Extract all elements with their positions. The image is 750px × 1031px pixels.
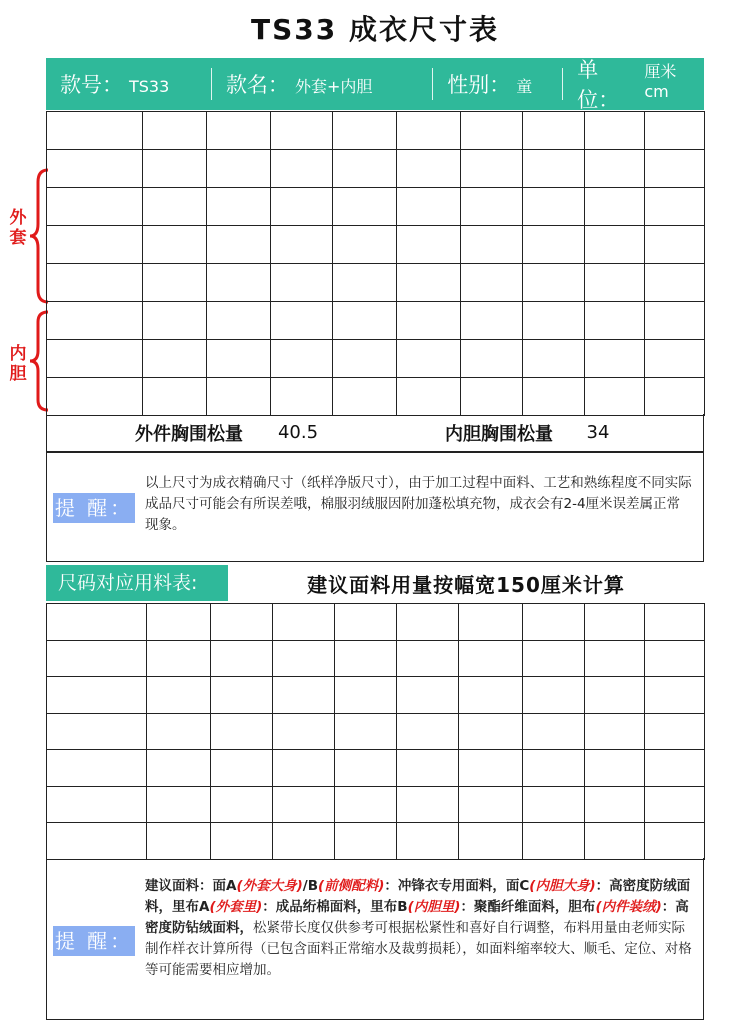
size-cell	[585, 302, 645, 340]
fabric-cell	[211, 823, 273, 860]
fabric-cell	[459, 604, 523, 641]
tip-box-2	[46, 858, 704, 1020]
size-cell	[333, 112, 397, 150]
size-cell	[523, 302, 585, 340]
size-cell	[143, 302, 207, 340]
fabric-cell	[273, 640, 335, 677]
size-cell	[645, 378, 705, 416]
fabric-row-label	[47, 750, 147, 787]
fabric-cell	[459, 786, 523, 823]
tip-text-2	[145, 876, 695, 981]
fabric-cell	[273, 823, 335, 860]
size-cell	[461, 226, 523, 264]
size-cell	[333, 150, 397, 188]
fabric-cell	[147, 750, 211, 787]
fabric-cell	[147, 677, 211, 714]
tip-text-1: 以上尺寸为成衣精确尺寸（纸样净版尺寸），由于加工过程中面料、工艺和熟练程度不同实际成品尺寸可能会有所误差哦，棉服羽绒服因附加蓬松填充物，成衣会有2-4厘米误差属正常现象。	[145, 475, 692, 533]
fabric-row-label	[47, 713, 147, 750]
tip2-highlight: (内件装绒)	[595, 899, 662, 915]
fabric-usage-subtitle: 建议面料用量按幅宽150厘米计算	[307, 572, 625, 597]
size-cell	[461, 340, 523, 378]
fabric-cell	[273, 786, 335, 823]
size-cell	[207, 378, 271, 416]
size-cell	[461, 188, 523, 226]
fabric-cell	[645, 677, 705, 714]
size-cell	[645, 302, 705, 340]
fabric-cell	[335, 786, 397, 823]
size-cell	[333, 378, 397, 416]
size-cell	[645, 112, 705, 150]
tip-label-2: 提 醒：	[53, 926, 135, 956]
tip2-part: /B	[302, 878, 319, 894]
fabric-cell	[645, 750, 705, 787]
size-cell	[143, 226, 207, 264]
outer-ease-label: 外件胸围松量	[135, 423, 243, 445]
fabric-cell	[523, 713, 585, 750]
tip2-part: 建议面料：面A	[145, 878, 237, 894]
fabric-cell	[523, 786, 585, 823]
fabric-table	[46, 603, 705, 860]
size-cell	[207, 150, 271, 188]
unit-value: 厘米 cm	[644, 62, 677, 101]
unit-key: 单位：	[577, 58, 620, 112]
fabric-row	[47, 640, 705, 677]
size-cell	[143, 188, 207, 226]
tip2-part: ：聚酯纤维面料，胆布	[460, 899, 596, 915]
fabric-row-label	[47, 640, 147, 677]
size-cell	[523, 112, 585, 150]
size-row-label	[47, 340, 143, 378]
fabric-cell	[585, 604, 645, 641]
tip-label-1: 提 醒：	[53, 493, 135, 523]
size-header-row	[47, 112, 705, 150]
fabric-row-label	[47, 677, 147, 714]
fabric-row	[47, 823, 705, 860]
size-row	[47, 378, 705, 416]
fabric-row	[47, 750, 705, 787]
style-name-key: 款名：	[225, 73, 289, 97]
size-cell	[397, 112, 461, 150]
fabric-cell	[147, 604, 211, 641]
size-cell	[143, 340, 207, 378]
style-no	[46, 69, 197, 99]
gender-value: 童	[516, 77, 533, 96]
fabric-cell	[585, 640, 645, 677]
fabric-cell	[459, 750, 523, 787]
inner-ease-value: 34	[586, 422, 610, 443]
fabric-cell	[397, 786, 459, 823]
fabric-cell	[459, 713, 523, 750]
size-row-label	[47, 226, 143, 264]
fabric-cell	[397, 713, 459, 750]
fabric-row	[47, 713, 705, 750]
size-cell	[143, 264, 207, 302]
fabric-cell	[523, 750, 585, 787]
size-row	[47, 226, 705, 264]
fabric-cell	[523, 640, 585, 677]
size-cell	[461, 150, 523, 188]
size-row-label	[47, 302, 143, 340]
size-row	[47, 264, 705, 302]
style-name-value: 外套+内胆	[294, 77, 373, 96]
size-cell	[271, 226, 333, 264]
size-cell	[523, 188, 585, 226]
fabric-cell	[211, 640, 273, 677]
size-cell	[333, 188, 397, 226]
size-cell	[207, 226, 271, 264]
size-cell	[585, 226, 645, 264]
tip2-highlight: (内胆里)	[407, 899, 461, 915]
fabric-cell	[585, 677, 645, 714]
size-cell	[207, 302, 271, 340]
size-cell	[523, 264, 585, 302]
size-cell	[523, 150, 585, 188]
size-row-label	[47, 264, 143, 302]
size-cell	[461, 378, 523, 416]
size-cell	[207, 188, 271, 226]
size-cell	[271, 188, 333, 226]
inner-side-label	[8, 344, 28, 384]
fabric-cell	[335, 604, 397, 641]
size-cell	[585, 378, 645, 416]
ease-summary	[46, 414, 704, 452]
size-row-label	[47, 378, 143, 416]
fabric-row	[47, 677, 705, 714]
size-cell	[333, 264, 397, 302]
size-cell	[397, 302, 461, 340]
fabric-cell	[459, 823, 523, 860]
fabric-cell	[523, 604, 585, 641]
size-row-label	[47, 188, 143, 226]
size-row-label	[47, 112, 143, 150]
tip2-part: ：冲锋衣专用面料，面C	[384, 878, 530, 894]
size-cell	[143, 112, 207, 150]
info-bar	[46, 58, 704, 110]
page-title: TS33 成衣尺寸表	[251, 13, 499, 46]
fabric-cell	[585, 786, 645, 823]
size-row	[47, 340, 705, 378]
fabric-cell	[397, 640, 459, 677]
fabric-cell	[273, 677, 335, 714]
tip2-highlight: (内胆大身)	[529, 878, 596, 894]
style-name	[212, 69, 418, 99]
size-cell	[523, 340, 585, 378]
fabric-cell	[585, 823, 645, 860]
gender	[433, 69, 548, 99]
fabric-cell	[211, 750, 273, 787]
unit	[563, 54, 704, 114]
fabric-cell	[523, 677, 585, 714]
inner-side-text: 内胆	[9, 344, 27, 384]
size-cell	[585, 112, 645, 150]
fabric-cell	[397, 750, 459, 787]
size-cell	[585, 150, 645, 188]
fabric-usage-tag: 尺码对应用料表:	[46, 565, 228, 601]
size-cell	[271, 150, 333, 188]
size-cell	[397, 226, 461, 264]
size-cell	[397, 340, 461, 378]
fabric-row-label	[47, 604, 147, 641]
tip-box-1	[46, 452, 704, 562]
size-cell	[645, 226, 705, 264]
fabric-cell	[645, 640, 705, 677]
fabric-header-row	[47, 604, 705, 641]
tip2-part: ：高密度防绒面料，里布A	[145, 878, 691, 915]
size-row-label	[47, 150, 143, 188]
size-cell	[207, 340, 271, 378]
fabric-cell	[585, 713, 645, 750]
fabric-cell	[335, 750, 397, 787]
fabric-cell	[211, 786, 273, 823]
size-cell	[585, 264, 645, 302]
tip2-part: ：成品绗棉面料，里布B	[262, 899, 408, 915]
fabric-cell	[645, 823, 705, 860]
size-cell	[271, 340, 333, 378]
size-cell	[645, 188, 705, 226]
fabric-cell	[147, 823, 211, 860]
fabric-cell	[335, 640, 397, 677]
fabric-cell	[397, 604, 459, 641]
size-cell	[397, 188, 461, 226]
fabric-row-label	[47, 786, 147, 823]
size-cell	[523, 226, 585, 264]
size-cell	[271, 302, 333, 340]
fabric-cell	[335, 823, 397, 860]
fabric-cell	[645, 713, 705, 750]
tip2-highlight: (外套大身)	[236, 878, 303, 894]
size-cell	[207, 264, 271, 302]
inner-ease-label: 内胆胸围松量	[445, 423, 553, 445]
fabric-cell	[147, 640, 211, 677]
size-cell	[397, 378, 461, 416]
size-cell	[397, 264, 461, 302]
size-cell	[523, 378, 585, 416]
fabric-cell	[211, 604, 273, 641]
tip2-highlight: (外套里)	[209, 899, 263, 915]
size-cell	[333, 226, 397, 264]
size-cell	[143, 150, 207, 188]
size-cell	[397, 150, 461, 188]
fabric-cell	[147, 713, 211, 750]
size-cell	[333, 340, 397, 378]
fabric-cell	[211, 677, 273, 714]
fabric-cell	[523, 823, 585, 860]
fabric-row-label	[47, 823, 147, 860]
fabric-cell	[459, 677, 523, 714]
size-cell	[585, 340, 645, 378]
fabric-row	[47, 786, 705, 823]
fabric-cell	[273, 604, 335, 641]
fabric-cell	[335, 677, 397, 714]
tip2-part: 松紧带长度仅供参考可根据松紧性和喜好自行调整，布料用量由老师实际制作样衣计算所得（已包含面料正常缩水及裁剪损耗），如面料缩率较大、顺毛、定位、对格等可能需要相应增加。	[145, 920, 692, 978]
style-no-value: TS33	[129, 77, 170, 96]
fabric-cell	[273, 750, 335, 787]
fabric-cell	[397, 677, 459, 714]
fabric-cell	[645, 786, 705, 823]
gender-key: 性别：	[447, 73, 511, 97]
fabric-cell	[335, 713, 397, 750]
fabric-cell	[211, 713, 273, 750]
size-row	[47, 188, 705, 226]
tip2-highlight: (前侧配料)	[318, 878, 385, 894]
size-cell	[461, 264, 523, 302]
style-no-key: 款号：	[60, 73, 123, 97]
outer-side-label	[8, 208, 28, 248]
fabric-cell	[273, 713, 335, 750]
size-row	[47, 150, 705, 188]
size-cell	[333, 302, 397, 340]
size-cell	[645, 150, 705, 188]
size-cell	[207, 112, 271, 150]
size-cell	[645, 264, 705, 302]
size-cell	[143, 378, 207, 416]
size-cell	[271, 112, 333, 150]
fabric-usage-bar	[46, 565, 704, 601]
fabric-cell	[459, 640, 523, 677]
fabric-cell	[585, 750, 645, 787]
tip2-part: ：高密度防钻绒面料，	[145, 899, 689, 936]
fabric-cell	[147, 786, 211, 823]
size-cell	[585, 188, 645, 226]
size-table	[46, 111, 705, 416]
fabric-cell	[397, 823, 459, 860]
fabric-cell	[645, 604, 705, 641]
outer-side-text: 外套	[9, 208, 27, 248]
size-cell	[271, 264, 333, 302]
size-cell	[271, 378, 333, 416]
outer-ease-value: 40.5	[277, 422, 319, 443]
size-cell	[461, 302, 523, 340]
size-cell	[645, 340, 705, 378]
size-row	[47, 302, 705, 340]
size-cell	[461, 112, 523, 150]
